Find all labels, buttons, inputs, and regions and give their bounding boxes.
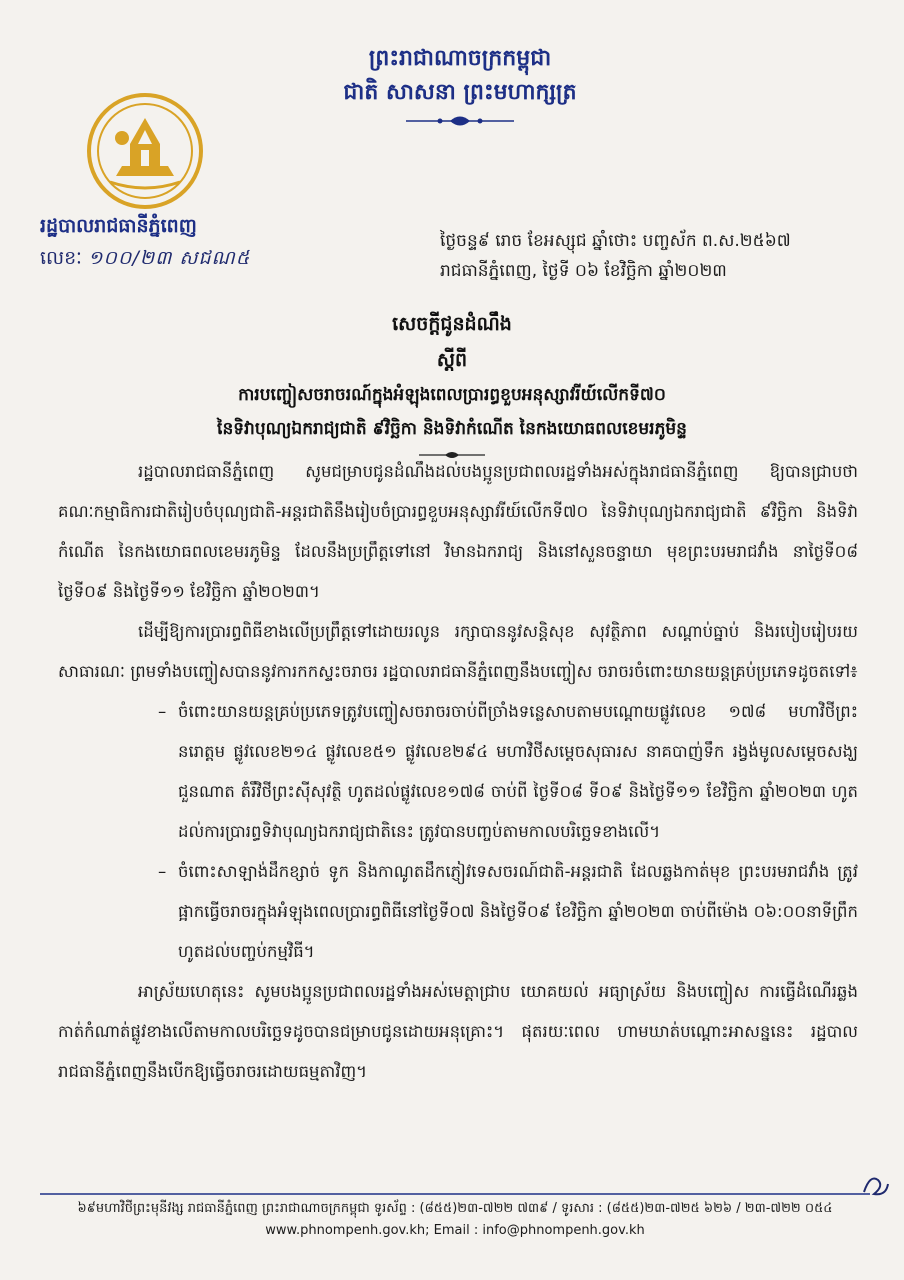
footer-web-email: www.phnompenh.gov.kh; Email : info@phnompenh.gov.kh: [265, 1223, 645, 1238]
bullet-dash: –: [158, 702, 167, 721]
ornament-divider-icon: [400, 112, 520, 130]
notice-title: សេចក្តីជូនដំណឹង: [392, 313, 512, 335]
subject-line1: ការបញ្ចៀសចរាចរណ៍ក្នុងអំឡុងពេលប្រារព្ធខួបអនុស្សាវរីយ៍លើកទី៧០: [238, 385, 666, 405]
body-paragraph-1: រដ្ឋបាលរាជធានីភ្នំពេញ សូមជម្រាបជូនដំណឹងដល់បងប្អូនប្រជាពលរដ្ឋទាំងអស់ក្នុងរាជធានីភ្នំពេញ ឱ្យបានជ្រាបថា គណៈកម្មាធិការជាតិរៀបចំបុណ្យជាតិ-អន្តរជាតិនឹងរៀបចំប្រារព្ធខួបអនុស្សាវរីយ៍លើកទី៧០ នៃទិវាបុណ្យឯករាជ្យជាតិ ៩វិច្ឆិកា និងទិវាកំណើត នៃកងយោធពលខេមរភូមិន្ទ ដែលនឹងប្រព្រឹត្តទៅនៅ វិមានឯករាជ្យ និងនៅសួនចន្ទាយា មុខព្រះបរមរាជវាំង នាថ្ងៃទី០៨ ថ្ងៃទី០៩ និងថ្ងៃទី១១ ខែវិច្ឆិកា ឆ្នាំ២០២៣។: [58, 462, 858, 601]
reference-label: លេខៈ: [40, 247, 82, 269]
footer: [40, 1198, 870, 1242]
body-paragraph-3: អាស្រ័យហេតុនេះ សូមបងប្អូនប្រជាពលរដ្ឋទាំងអស់មេត្តាជ្រាប យោគយល់ អធ្យាស្រ័យ និងបញ្ចៀស ការធ្វើដំណើរឆ្លងកាត់កំណាត់ផ្លូវខាងលើតាមកាលបរិច្ឆេទដូចបានជម្រាបជូនដោយអនុគ្រោះ។ ផុតរយៈពេល ហាមឃាត់បណ្តោះអាសន្ននេះ រដ្ឋបាលរាជធានីភ្នំពេញនឹងបើកឱ្យធ្វើចរាចរដោយធម្មតាវិញ។: [58, 982, 858, 1081]
subject-line2: នៃទិវាបុណ្យឯករាជ្យជាតិ ៩វិច្ឆិកា និងទិវាកំណើត នៃកងយោធពលខេមរភូមិន្ទ: [217, 419, 687, 439]
kingdom-line2: ជាតិ សាសនា ព្រះមហាក្សត្រ: [343, 80, 577, 105]
date-block: [440, 226, 880, 286]
title-block: [100, 306, 804, 466]
bullet-text-2: ចំពោះសាឡាង់ដឹកខ្សាច់ ទូក និងកាណូតដឹកភ្ញៀវទេសចរណ៍ជាតិ-អន្តរជាតិ ដែលឆ្លងកាត់មុខ ព្រះបរមរាជវាំង ត្រូវផ្អាកធ្វើចរាចរក្នុងអំឡុងពេលប្រារព្ធពិធីនៅថ្ងៃទី០៧ និងថ្ងៃទី០៩ ខែវិច្ឆិកា ឆ្នាំ២០២៣ ចាប់ពីម៉ោង ០៦:០០នាទីព្រឹក ហូតដល់បញ្ចប់កម្មវិធី។: [178, 862, 858, 961]
about-label: ស្តីពី: [436, 349, 468, 371]
footer-divider: [40, 1192, 870, 1196]
reference-value: ១០០/២៣ សជណ៥: [88, 247, 251, 269]
bullet-dash: –: [158, 862, 167, 881]
phnom-penh-seal-icon: [86, 92, 204, 210]
notice-body: [58, 452, 858, 1092]
bullet-text-1: ចំពោះយានយន្តគ្រប់ប្រភេទត្រូវបញ្ចៀសចរាចរចាប់ពីច្រាំងទន្លេសាបតាមបណ្តោយផ្លូវលេខ ១៧៨ មហាវិថីព្រះនរោត្តម ផ្លូវលេខ២១៤ ផ្លូវលេខ៥១ ផ្លូវលេខ២៩៤ មហាវិថីសម្តេចសុធារស នាគបាញ់ទឹក រង្វង់មូលសម្តេចសង្ឃជួនណាត តំរឹវិថីព្រះស៊ីសុវត្ថិ ហូតដល់ផ្លូវលេខ១៧៨ ចាប់ពី ថ្ងៃទី០៨ ទី០៩ និងថ្ងៃទី១១ ខែវិច្ឆិកា ឆ្នាំ២០២៣ ហូតដល់ការប្រារព្ធទិវាបុណ្យឯករាជ្យជាតិនេះ ត្រូវបានបញ្ចប់តាមកាលបរិច្ឆេទខាងលើ។: [178, 702, 858, 841]
lunar-date: ថ្ងៃចន្ទ៩ រោច ខែអស្សុជ ឆ្នាំថោះ បញ្ចស័ក ព.ស.២៥៦៧: [440, 231, 791, 251]
solar-date: រាជធានីភ្នំពេញ, ថ្ងៃទី ០៦ ខែវិច្ឆិកា ឆ្នាំ២០២៣: [440, 261, 727, 281]
body-paragraph-2: ដើម្បីឱ្យការប្រារព្ធពិធីខាងលើប្រព្រឹត្តទៅដោយរលូន រក្សាបាននូវសន្តិសុខ សុវត្ថិភាព សណ្តាប់ធ្នាប់ និងរបៀបរៀបរយសាធារណៈ ព្រមទាំងបញ្ចៀសបាននូវការកកស្ទះចរាចរ រដ្ឋបាលរាជធានីភ្នំពេញនឹងបញ្ចៀស ចរាចរចំពោះយានយន្តគ្រប់ប្រភេទដូចតទៅ៖: [58, 622, 858, 681]
footer-address: ៦៩មហាវិថីព្រះមុនីវង្ស រាជធានីភ្នំពេញ ព្រះរាជាណាចក្រកម្ពុជា ទូរស័ព្ទ : (៨៥៥)២៣-៧២២ ៧៣៩ / ទូរសារ : (៨៥៥)២៣-៧២៥ ៦២៦ / ២៣-៧២២ ០៥៤: [77, 1201, 833, 1216]
kingdom-header: [300, 42, 620, 134]
office-name: រដ្ឋបាលរាជធានីភ្នំពេញ: [40, 215, 197, 237]
bullet-item-1: [58, 692, 858, 852]
bullet-item-2: [58, 852, 858, 972]
kingdom-line1: ព្រះរាជាណាចក្រកម្ពុជា: [368, 46, 552, 71]
reference-number: [40, 244, 250, 272]
